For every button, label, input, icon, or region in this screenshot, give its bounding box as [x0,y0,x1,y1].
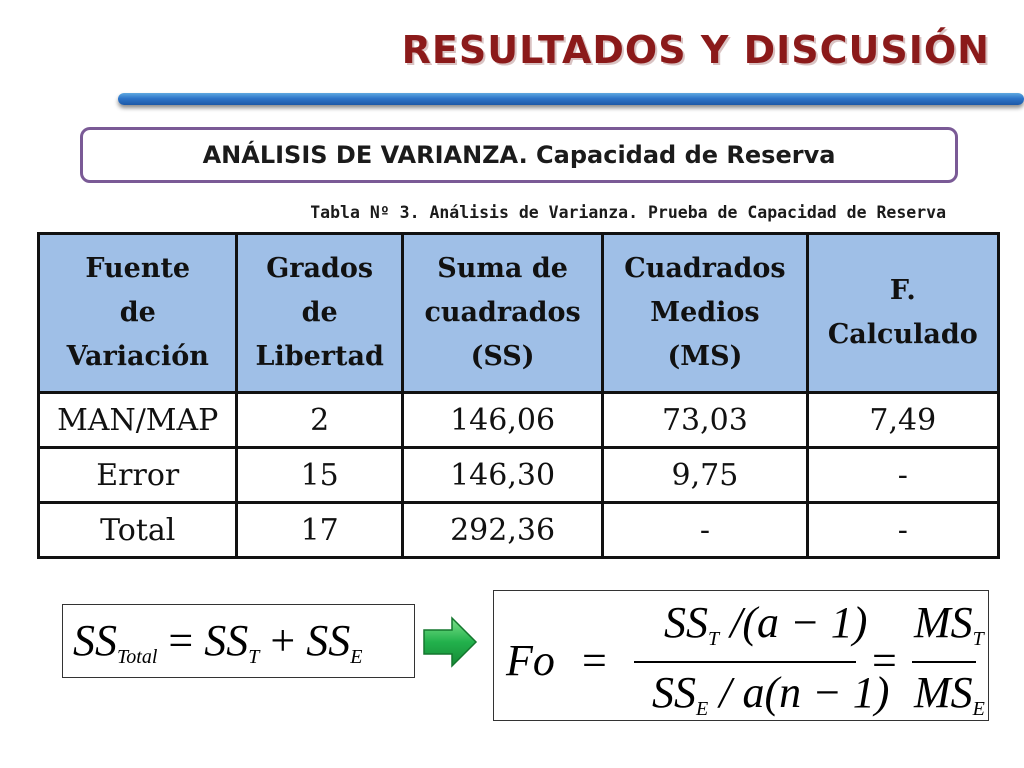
anova-table [37,232,1000,559]
arrow-right-icon [420,612,480,672]
table-row [39,393,999,448]
title-underline-bar [118,93,1024,105]
table-cell: 2 [237,393,402,448]
table-cell: 73,03 [603,393,807,448]
total-sum-squares-equation: $SS_{Total} = SS_T + SS_E$ [62,604,415,678]
subtitle-text: ANÁLISIS DE VARIANZA. Capacidad de Reserva [202,141,836,169]
table-cell: 146,06 [402,393,602,448]
table-cell: Total [39,503,237,558]
table-cell: MAN/MAP [39,393,237,448]
table-cell: 292,36 [402,503,602,558]
subtitle-box [80,127,958,183]
f-statistic-equation: Fo = $SS_T$ /(a − 1) $SS_E / a(n - 1)$ = $MS_T$ $MS_E$ [493,590,989,721]
header-cuadrados: Cuadrados Medios (MS) [603,234,807,393]
table-cell: - [807,448,998,503]
table-cell: 7,49 [807,393,998,448]
table-row [39,448,999,503]
header-f-calculado: F. Calculado [807,234,998,393]
table-cell: 17 [237,503,402,558]
table-cell: 15 [237,448,402,503]
table-caption: Tabla Nº 3. Análisis de Varianza. Prueba de Capacidad de Reserva [310,203,946,222]
table-row [39,503,999,558]
header-fuente: Fuente de Variación [39,234,237,393]
header-grados: Grados de Libertad [237,234,402,393]
table-cell: Error [39,448,237,503]
table-cell: - [603,503,807,558]
header-suma: Suma de cuadrados (SS) [402,234,602,393]
slide-title: RESULTADOS Y DISCUSIÓN [401,28,990,72]
table-header-row [39,234,999,393]
table-cell: 9,75 [603,448,807,503]
table-cell: 146,30 [402,448,602,503]
table-cell: - [807,503,998,558]
